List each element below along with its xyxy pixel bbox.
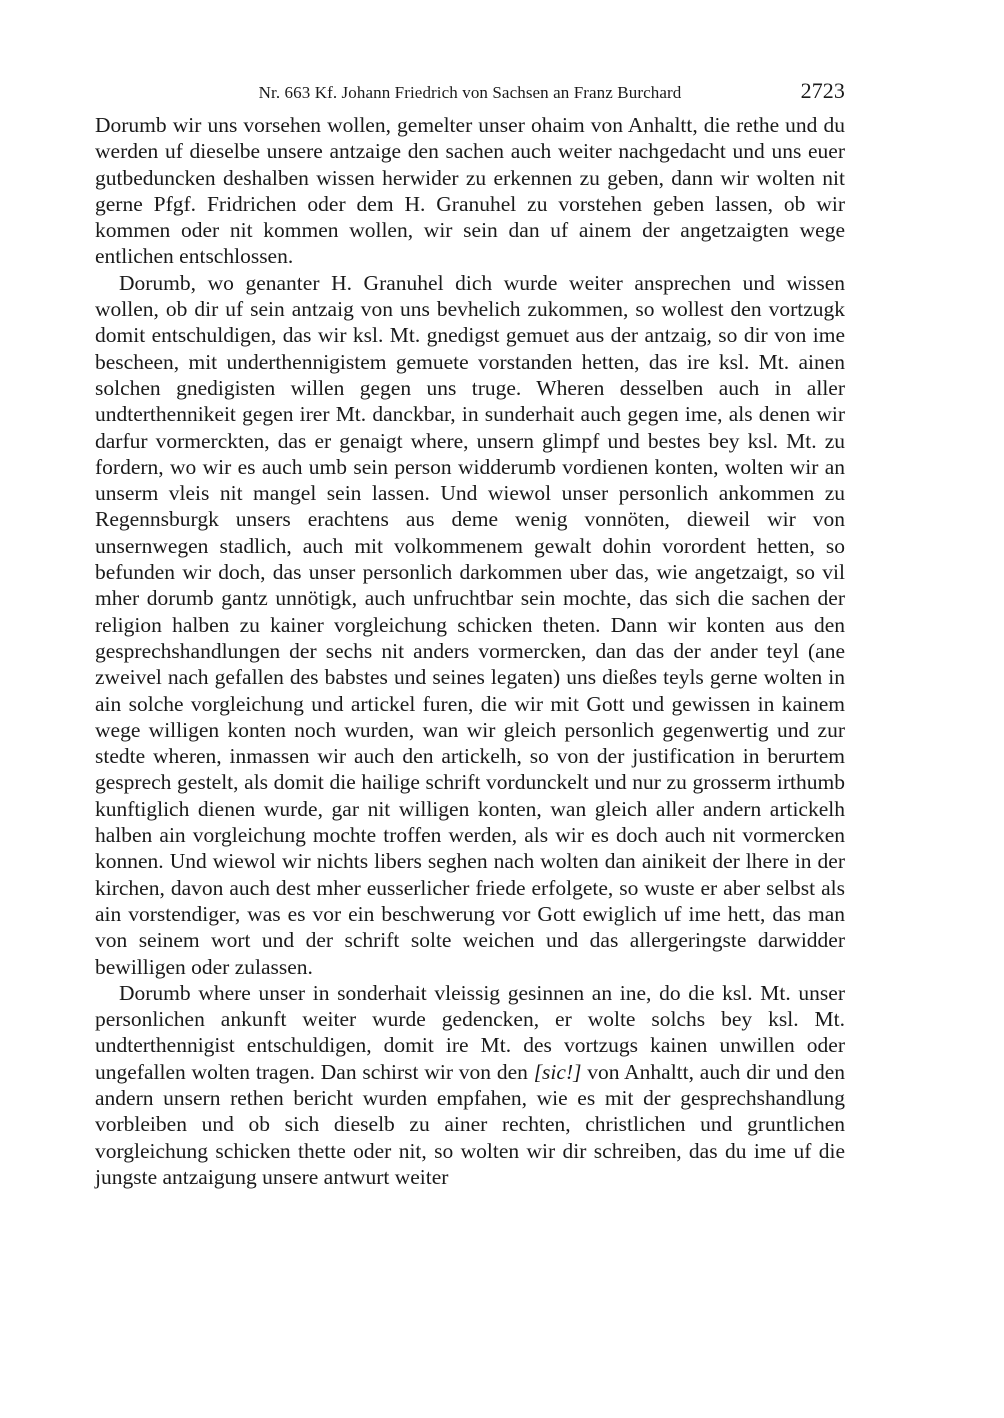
- paragraph-text: von Anhaltt, auch dir und den andern unsern rethen bericht wurden empfahen, wie es mit der gesprechshandlung vorbleiben und ob sich dieselb zu ainer rechten, christlichen und gruntlichen vorgleichung schicken thette oder nit, so wolten wir dir schreiben, das du ime uf die jungste antzaigung unsere antwurt weiter: [95, 1059, 845, 1189]
- page-number: 2723: [800, 78, 845, 103]
- document-page: [95, 78, 845, 1190]
- body-text: [95, 112, 845, 1190]
- paragraph: Dorumb, wo genanter H. Granuhel dich wurde weiter ansprechen und wissen wollen, ob dir uf sein antzaig von uns bevhelich zukommen, so wollest den vortzugk domit entschuldigen, das wir ksl. Mt. gnedigst gemuet aus der antzaig, so dir von ime bescheen, mit underthennigistem gemuete vorstanden hetten, das ire ksl. Mt. ainen solchen gnedigisten willen gegen uns truge. Wheren desselben auch in aller undterthennikeit gegen irer Mt. danckbar, in sunderhait auch gegen ime, als denen wir darfur vormerckten, das er genaigt where, unsern glimpf und bestes bey ksl. Mt. zu fordern, wo wir es auch umb sein person widderumb vordienen konten, wolten wir an unserm vleis nit mangel sein lassen. Und wiewol unser personlich ankommen zu Regennsburgk unsers erachtens aus deme wenig vonnöten, dieweil wir von unsernwegen stadlich, auch mit volkommenem gewalt dohin vorordent hetten, so befunden wir doch, das unser personlich darkommen uber das, wie angetzaigt, so vil mher dorumb gantz unnötigk, auch unfruchtbar sein mochte, das sich die sachen der religion halben zu kainer vorgleichung schicken theten. Dann wir konten aus den gesprechshandlungen der sechs nit anders vormercken, dan das der ander teyl (ane zweivel nach gefallen des babstes und seines legaten) uns dießes teyls gerne wolten in ain solche vorgleichung und artickel furen, die wir mit Gott und gewissen in kainem wege willigen konten noch wurden, wan wir gleich personlich gegenwertig und zur stedte wheren, inmassen wir auch den artickelh, so von der justification in berurtem gesprech gestelt, als domit die hailige schrift vordunckelt und nur zu grosserm irthumb kunftiglich dienen wurde, gar nit willigen konten, wan gleich aller andern artickelh halben ain vorgleichung mochte troffen werden, als wir es doch auch nit vormercken konnen. Und wiewol wir nichts libers seghen nach wolten dan ainikeit der lhere in der kirchen, davon auch dest mher eusserlicher friede erfolgete, so wuste er aber selbst als ain vorstendiger, was es vor ein beschwerung vor Gott ewiglich uf ime hett, das man von seinem wort und der schrift solte weichen und das allergeringste darwidder bewilligen oder zulassen.: [95, 270, 845, 979]
- paragraph: [95, 980, 845, 1190]
- paragraph-text: Dorumb where unser in sonderhait vleissig gesinnen an ine, do die ksl. Mt. unser personlichen ankunft weiter wurde gedencken, er wolte solchs bey ksl. Mt. undterthennigist entschuldigen, domit ire Mt. des vortzugs kainen unwillen oder ungefallen wolten tragen. Dan schirst wir von den: [95, 980, 845, 1084]
- sic-annotation: [sic!]: [533, 1059, 582, 1084]
- paragraph: Dorumb wir uns vorsehen wollen, gemelter unser ohaim von Anhaltt, die rethe und du werden uf dieselbe unsere antzaige den sachen auch weiter nachgedacht und uns euer gutbeduncken deshalben wissen herwider zu erkennen zu geben, dann wir wolten nit gerne Pfgf. Fridrichen oder dem H. Granuhel zu vorstehen geben lassen, ob wir kommen oder nit kommen wollen, wir sein dan uf ainem der angetzaigten wege entlichen entschlossen.: [95, 113, 845, 269]
- running-head: [95, 78, 845, 108]
- running-title: Nr. 663 Kf. Johann Friedrich von Sachsen an Franz Burchard: [258, 83, 682, 102]
